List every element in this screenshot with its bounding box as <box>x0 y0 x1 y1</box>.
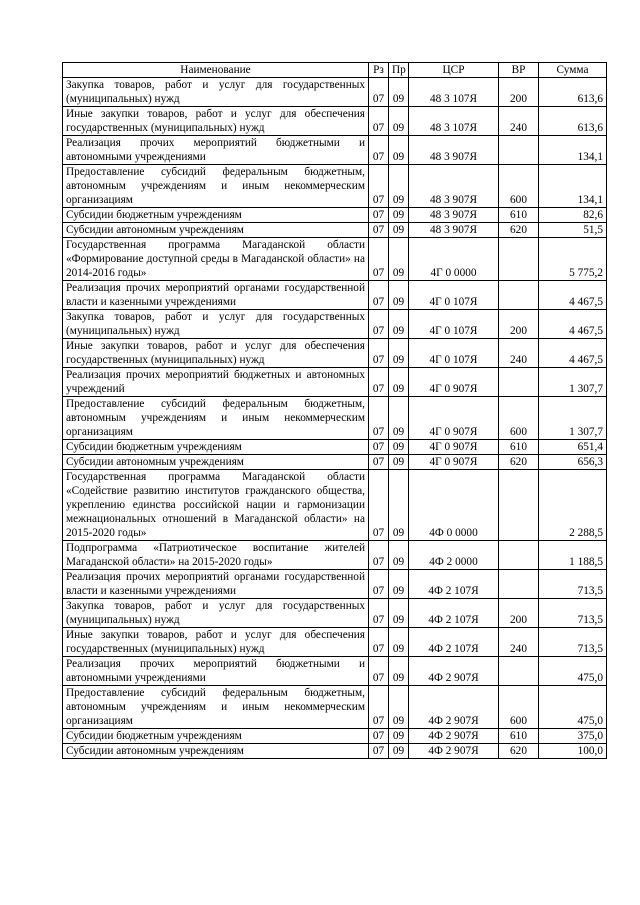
cell-vr: 600 <box>499 165 539 208</box>
cell-vr: 610 <box>499 440 539 455</box>
cell-name: Реализация прочих мероприятий органами государственной власти и казенными учреждениями <box>63 570 369 599</box>
cell-sum: 5 775,2 <box>539 238 607 281</box>
cell-sum: 475,0 <box>539 686 607 729</box>
cell-pr: 09 <box>389 657 409 686</box>
header-name: Наименование <box>63 63 369 78</box>
cell-rz: 07 <box>369 208 389 223</box>
cell-sum: 613,6 <box>539 107 607 136</box>
cell-rz: 07 <box>369 541 389 570</box>
cell-rz: 07 <box>369 440 389 455</box>
cell-pr: 09 <box>389 223 409 238</box>
cell-vr: 200 <box>499 599 539 628</box>
cell-csr: 4Г 0 107Я <box>409 310 499 339</box>
cell-name: Закупка товаров, работ и услуг для государственных (муниципальных) нужд <box>63 310 369 339</box>
table-row <box>63 136 607 165</box>
cell-rz: 07 <box>369 570 389 599</box>
cell-name: Закупка товаров, работ и услуг для государственных (муниципальных) нужд <box>63 78 369 107</box>
table-row <box>63 541 607 570</box>
cell-name: Реализация прочих мероприятий бюджетных и автономных учреждений <box>63 368 369 397</box>
cell-name: Реализация прочих мероприятий бюджетными и автономными учреждениями <box>63 136 369 165</box>
table-row <box>63 455 607 470</box>
cell-pr: 09 <box>389 310 409 339</box>
cell-rz: 07 <box>369 599 389 628</box>
table-row <box>63 628 607 657</box>
cell-csr: 4Г 0 907Я <box>409 440 499 455</box>
table-row <box>63 599 607 628</box>
cell-vr <box>499 470 539 541</box>
cell-sum: 100,0 <box>539 744 607 759</box>
cell-csr: 4Ф 2 907Я <box>409 729 499 744</box>
cell-sum: 134,1 <box>539 165 607 208</box>
cell-sum: 651,4 <box>539 440 607 455</box>
cell-sum: 82,6 <box>539 208 607 223</box>
cell-name: Государственная программа Магаданской области «Содействие развитию институтов гражданского общества, укреплению единства российской нации и гармонизации межнациональных отношений в Магаданской области» на 2015-2020 годы» <box>63 470 369 541</box>
table-row <box>63 165 607 208</box>
table-row <box>63 440 607 455</box>
cell-rz: 07 <box>369 223 389 238</box>
cell-pr: 09 <box>389 281 409 310</box>
cell-name: Субсидии автономным учреждениям <box>63 455 369 470</box>
cell-pr: 09 <box>389 570 409 599</box>
cell-csr: 4Ф 2 907Я <box>409 686 499 729</box>
table-row <box>63 78 607 107</box>
cell-sum: 375,0 <box>539 729 607 744</box>
table-row <box>63 470 607 541</box>
cell-csr: 4Ф 2 907Я <box>409 744 499 759</box>
cell-csr: 4Ф 2 107Я <box>409 570 499 599</box>
cell-csr: 4Г 0 907Я <box>409 455 499 470</box>
cell-vr: 240 <box>499 339 539 368</box>
cell-pr: 09 <box>389 107 409 136</box>
header-sum: Сумма <box>539 63 607 78</box>
table-header-row <box>63 63 607 78</box>
table-row <box>63 657 607 686</box>
cell-pr: 09 <box>389 744 409 759</box>
table-row <box>63 686 607 729</box>
cell-vr: 620 <box>499 744 539 759</box>
cell-pr: 09 <box>389 368 409 397</box>
budget-table <box>62 62 607 759</box>
cell-pr: 09 <box>389 397 409 440</box>
table-row <box>63 310 607 339</box>
cell-vr: 620 <box>499 223 539 238</box>
cell-rz: 07 <box>369 281 389 310</box>
cell-pr: 09 <box>389 599 409 628</box>
cell-sum: 713,5 <box>539 599 607 628</box>
cell-csr: 4Ф 2 0000 <box>409 541 499 570</box>
cell-name: Предоставление субсидий федеральным бюджетным, автономным учреждениям и иным некоммерческим организациям <box>63 397 369 440</box>
cell-rz: 07 <box>369 368 389 397</box>
cell-csr: 48 3 907Я <box>409 136 499 165</box>
cell-csr: 48 3 907Я <box>409 165 499 208</box>
cell-vr: 200 <box>499 78 539 107</box>
cell-sum: 613,6 <box>539 78 607 107</box>
cell-rz: 07 <box>369 238 389 281</box>
cell-name: Иные закупки товаров, работ и услуг для обеспечения государственных (муниципальных) нужд <box>63 107 369 136</box>
cell-vr <box>499 541 539 570</box>
table-row <box>63 339 607 368</box>
cell-name: Субсидии бюджетным учреждениям <box>63 440 369 455</box>
cell-csr: 48 3 907Я <box>409 223 499 238</box>
cell-vr: 600 <box>499 686 539 729</box>
cell-csr: 48 3 907Я <box>409 208 499 223</box>
cell-name: Государственная программа Магаданской области «Формирование доступной среды в Магаданской области» на 2014-2016 годы» <box>63 238 369 281</box>
cell-vr <box>499 570 539 599</box>
cell-pr: 09 <box>389 541 409 570</box>
cell-vr: 240 <box>499 107 539 136</box>
header-rz: Рз <box>369 63 389 78</box>
cell-vr: 610 <box>499 208 539 223</box>
table-row <box>63 238 607 281</box>
table-row <box>63 223 607 238</box>
cell-pr: 09 <box>389 238 409 281</box>
cell-name: Реализация прочих мероприятий бюджетными и автономными учреждениями <box>63 657 369 686</box>
cell-vr: 610 <box>499 729 539 744</box>
cell-rz: 07 <box>369 455 389 470</box>
cell-vr: 240 <box>499 628 539 657</box>
cell-name: Предоставление субсидий федеральным бюджетным, автономным учреждениям и иным некоммерческим организациям <box>63 165 369 208</box>
header-pr: Пр <box>389 63 409 78</box>
cell-sum: 713,5 <box>539 570 607 599</box>
cell-pr: 09 <box>389 78 409 107</box>
table-row <box>63 397 607 440</box>
cell-pr: 09 <box>389 470 409 541</box>
cell-sum: 4 467,5 <box>539 310 607 339</box>
cell-vr <box>499 136 539 165</box>
cell-csr: 48 3 107Я <box>409 78 499 107</box>
table-row <box>63 744 607 759</box>
cell-csr: 4Ф 0 0000 <box>409 470 499 541</box>
cell-rz: 07 <box>369 686 389 729</box>
table-row <box>63 729 607 744</box>
cell-name: Субсидии бюджетным учреждениям <box>63 729 369 744</box>
cell-vr: 600 <box>499 397 539 440</box>
cell-rz: 07 <box>369 729 389 744</box>
cell-pr: 09 <box>389 165 409 208</box>
cell-vr <box>499 281 539 310</box>
table-row <box>63 570 607 599</box>
cell-name: Субсидии автономным учреждениям <box>63 744 369 759</box>
cell-name: Закупка товаров, работ и услуг для государственных (муниципальных) нужд <box>63 599 369 628</box>
cell-sum: 134,1 <box>539 136 607 165</box>
cell-pr: 09 <box>389 729 409 744</box>
cell-pr: 09 <box>389 455 409 470</box>
cell-rz: 07 <box>369 165 389 208</box>
cell-rz: 07 <box>369 397 389 440</box>
cell-rz: 07 <box>369 310 389 339</box>
cell-sum: 51,5 <box>539 223 607 238</box>
cell-vr: 200 <box>499 310 539 339</box>
cell-sum: 475,0 <box>539 657 607 686</box>
cell-name: Иные закупки товаров, работ и услуг для обеспечения государственных (муниципальных) нужд <box>63 339 369 368</box>
cell-csr: 48 3 107Я <box>409 107 499 136</box>
header-vr: ВР <box>499 63 539 78</box>
cell-rz: 07 <box>369 107 389 136</box>
cell-rz: 07 <box>369 657 389 686</box>
cell-pr: 09 <box>389 136 409 165</box>
cell-sum: 4 467,5 <box>539 339 607 368</box>
cell-name: Реализация прочих мероприятий органами государственной власти и казенными учреждениями <box>63 281 369 310</box>
cell-name: Субсидии бюджетным учреждениям <box>63 208 369 223</box>
cell-rz: 07 <box>369 628 389 657</box>
cell-sum: 2 288,5 <box>539 470 607 541</box>
cell-sum: 713,5 <box>539 628 607 657</box>
cell-name: Иные закупки товаров, работ и услуг для обеспечения государственных (муниципальных) нужд <box>63 628 369 657</box>
cell-vr <box>499 238 539 281</box>
cell-csr: 4Г 0 907Я <box>409 368 499 397</box>
cell-vr <box>499 368 539 397</box>
table-row <box>63 368 607 397</box>
cell-csr: 4Г 0 107Я <box>409 281 499 310</box>
cell-pr: 09 <box>389 628 409 657</box>
cell-csr: 4Ф 2 907Я <box>409 657 499 686</box>
cell-rz: 07 <box>369 744 389 759</box>
cell-sum: 656,3 <box>539 455 607 470</box>
cell-name: Предоставление субсидий федеральным бюджетным, автономным учреждениям и иным некоммерческим организациям <box>63 686 369 729</box>
cell-name: Подпрограмма «Патриотическое воспитание жителей Магаданской области» на 2015-2020 годы» <box>63 541 369 570</box>
cell-pr: 09 <box>389 208 409 223</box>
cell-vr: 620 <box>499 455 539 470</box>
cell-csr: 4Ф 2 107Я <box>409 628 499 657</box>
cell-rz: 07 <box>369 136 389 165</box>
cell-sum: 1 307,7 <box>539 397 607 440</box>
cell-rz: 07 <box>369 470 389 541</box>
cell-name: Субсидии автономным учреждениям <box>63 223 369 238</box>
cell-pr: 09 <box>389 440 409 455</box>
cell-pr: 09 <box>389 686 409 729</box>
header-csr: ЦСР <box>409 63 499 78</box>
cell-sum: 1 188,5 <box>539 541 607 570</box>
cell-rz: 07 <box>369 78 389 107</box>
cell-sum: 4 467,5 <box>539 281 607 310</box>
cell-csr: 4Г 0 907Я <box>409 397 499 440</box>
table-row <box>63 107 607 136</box>
cell-sum: 1 307,7 <box>539 368 607 397</box>
cell-vr <box>499 657 539 686</box>
cell-csr: 4Ф 2 107Я <box>409 599 499 628</box>
cell-csr: 4Г 0 107Я <box>409 339 499 368</box>
cell-csr: 4Г 0 0000 <box>409 238 499 281</box>
table-row <box>63 281 607 310</box>
table-row <box>63 208 607 223</box>
cell-rz: 07 <box>369 339 389 368</box>
cell-pr: 09 <box>389 339 409 368</box>
